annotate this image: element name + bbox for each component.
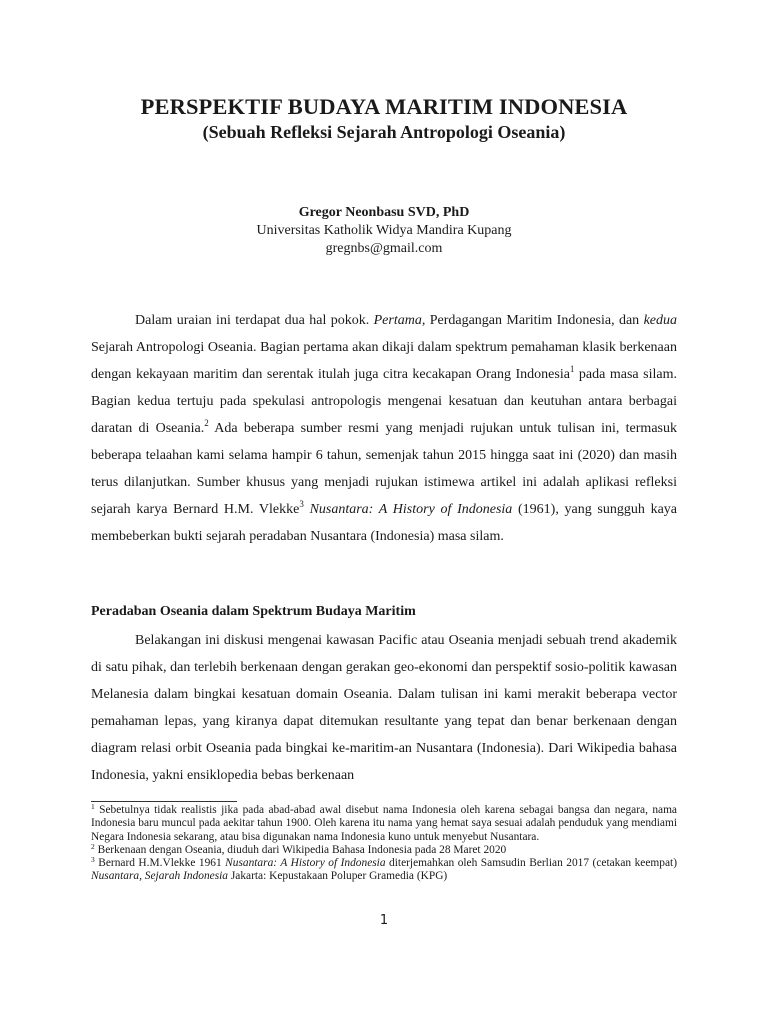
footnote-ref-1[interactable]: 1 [569,364,575,374]
footnote-text: diterjemahkan oleh Samsudin Berlian 2017 (cetakan keempat) [385,857,677,870]
footnote-text: Jakarta: Kepustakaan Poluper Gramedia (KPG) [228,870,448,883]
footnote-text-italic: Nusantara: A History of Indonesia [225,857,386,870]
intro-paragraph [91,307,677,550]
footnote-number: 3 [91,855,95,865]
text-run-italic: Pertama, [373,313,426,328]
footnote-text: Berkenaan dengan Oseania, diuduh dari Wikipedia Bahasa Indonesia pada 28 Maret 2020 [94,843,507,856]
text-run: Ada beberapa sumber resmi yang menjadi rujukan untuk tulisan ini, termasuk beberapa telaahan kami selama hampir 6 tahun, semenjak tahun 2015 hingga saat ini (2020) dan masih terus dilanjutkan. Sumber khusus yang menjadi rujukan istimewa artikel ini adalah aplikasi refleksi sejarah karya Bernard H.M. Vlekke [91,421,677,517]
footnote-ref-3[interactable]: 3 [299,499,304,509]
footnote-text: Sebetulnya tidak realistis jika pada abad-abad awal disebut nama Indonesia oleh karena sebagai bangsa dan negara, nama Indonesia baru muncul pada aekitar tahun 1900. Oleh karena itu nama yang hemat saya sesuai adalah penduduk yang mendiami Negara Indonesia sekarang, atau bisa digunakan nama Indonesia kuno untuk menyebut Nusantara. [91,804,677,843]
page-number: 1 [379,913,389,928]
author-affiliation: Universitas Katholik Widya Mandira Kupang [256,223,512,238]
text-run: (1961), yang sungguh kaya membeberkan bukti sejarah peradaban Nusantara (Indonesia) masa silam. [91,502,678,544]
text-run: pada masa silam. Bagian kedua tertuju pada spekulasi antropologis mengenai kesatuan dan keutuhan antara berbagai daratan di Oseania. [91,367,677,436]
text-run: Sejarah Antropologi Oseania. Bagian pertama akan dikaji dalam spektrum pemahaman klasik berkenaan dengan kekayaan maritim dan serentak itulah juga citra kecakapan Orang Indonesia [91,340,677,382]
footnote-text-italic: Nusantara, Sejarah Indonesia [91,870,229,883]
document-title: PERSPEKTIF BUDAYA MARITIM INDONESIA [140,94,628,119]
footnote-1 [91,804,677,844]
footnotes [91,804,677,884]
footnote-3 [91,857,677,884]
footnote-2 [91,841,677,857]
text-run-italic: kedua [643,313,677,328]
footnote-divider [91,801,237,802]
author-name: Gregor Neonbasu SVD, PhD [298,205,470,220]
section-heading: Peradaban Oseania dalam Spektrum Budaya Maritim [91,604,416,619]
text-run: Perdagangan Maritim Indonesia, dan [425,313,644,328]
text-run: Dalam uraian ini terdapat dua hal pokok. [135,313,374,328]
footnote-ref-2[interactable]: 2 [204,418,209,428]
text-run-italic: Nusantara: A History of Indonesia [309,502,513,517]
footnote-text: Bernard H.M.Vlekke 1961 [94,857,226,870]
section-paragraph: Belakangan ini diskusi mengenai kawasan Pacific atau Oseania menjadi sebuah trend akademik di satu pihak, dan terlebih berkenaan dengan gerakan geo-ekonomi dan perspektif sosio-politik kawasan Melanesia dalam bingkai kesatuan domain Oseania. Dalam tulisan ini kami merakit beberapa vector pemahaman lepas, yang kiranya dapat ditemukan resultante yang tepat dan benar berkenaan dengan diagram relasi orbit Oseania pada bingkai ke-maritim-an Nusantara (Indonesia). Dari Wikipedia bahasa Indonesia, yakni ensiklopedia bebas berkenaan [91,633,677,783]
author-email: gregnbs@gmail.com [325,241,443,256]
footnote-number: 2 [91,841,95,851]
footnote-number: 1 [91,802,95,811]
document-subtitle: (Sebuah Refleksi Sejarah Antropologi Oseania) [202,122,566,142]
